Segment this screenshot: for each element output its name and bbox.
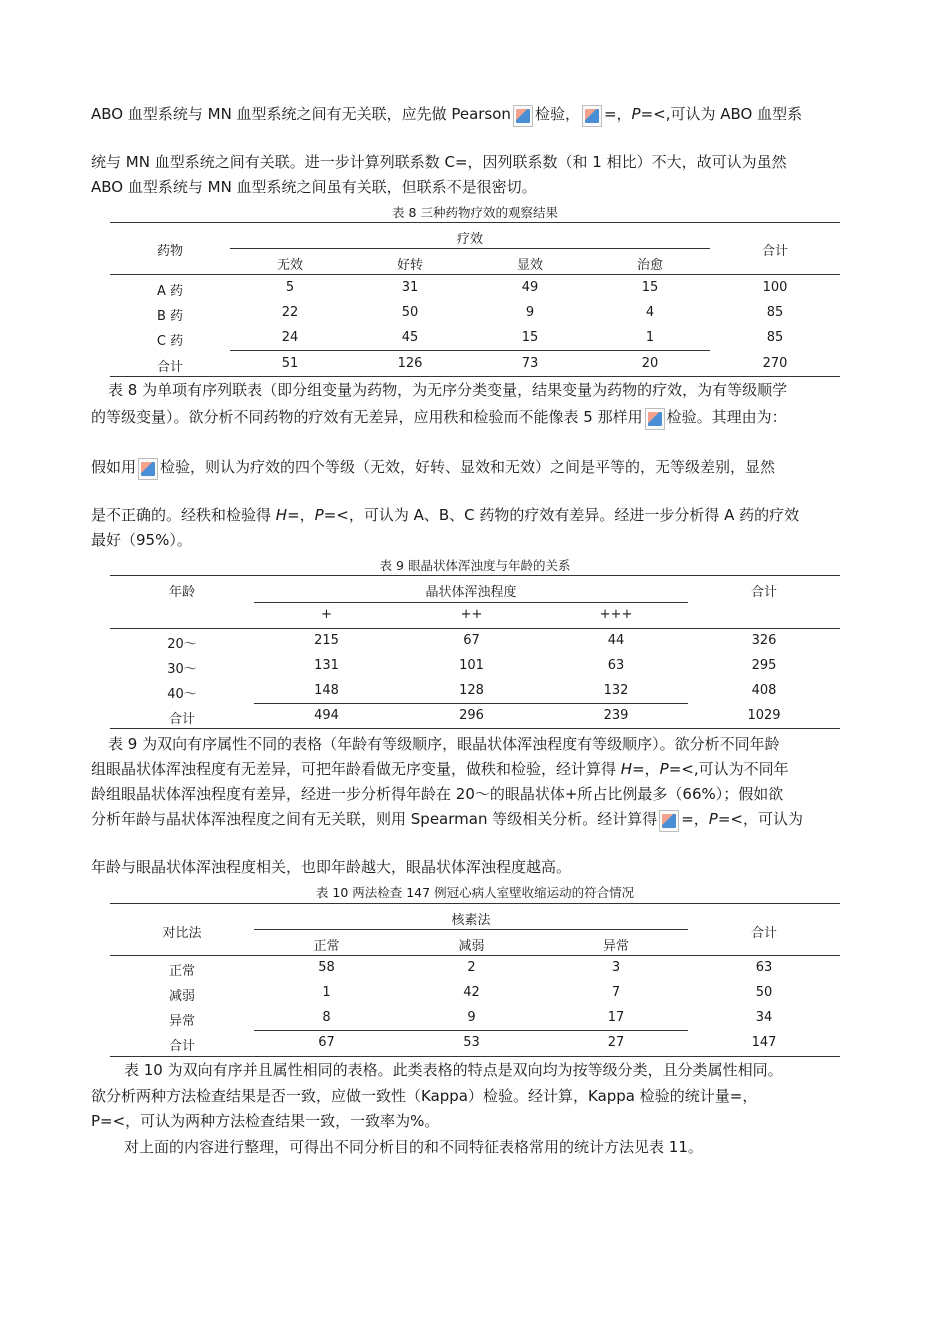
italic-symbol: P: [708, 810, 718, 828]
table-cell: 20: [641, 356, 659, 371]
row-total: 63: [755, 960, 773, 975]
table-cell: 31: [401, 280, 419, 295]
row-label: 减弱: [168, 989, 195, 1004]
table-cell: 1: [645, 330, 655, 345]
text-span: =，: [287, 506, 315, 524]
table-caption: 表 8 三种药物疗效的观察结果: [392, 205, 558, 220]
table-cell: 131: [314, 658, 339, 673]
row-label: B 药: [156, 309, 184, 324]
table-rule: [110, 274, 840, 275]
table-cell: 63: [607, 658, 625, 673]
table-cell: 5: [285, 280, 295, 295]
row-total: 50: [755, 985, 773, 1000]
table-cell: 15: [641, 280, 659, 295]
text-span: 假如用: [91, 458, 137, 476]
row-total: 34: [755, 1010, 773, 1025]
total-header: 合计: [750, 585, 777, 600]
row-label: 正常: [168, 964, 195, 979]
column-header: +: [321, 607, 332, 622]
row-label: 30～: [167, 662, 197, 677]
text-span: 分析年龄与晶状体浑浊程度之间有无关联，则用 Spearman 等级相关分析。经计算得: [91, 810, 658, 828]
paragraph-line: P=<，可认为两种方法检查结果一致，一致率为%。: [91, 1112, 440, 1130]
table-rule: [110, 955, 840, 956]
table-rule: [254, 602, 688, 603]
italic-symbol: H: [275, 506, 288, 524]
total-header: 合计: [750, 926, 777, 941]
text-span: 是不正确的。经秩和检验得: [91, 506, 276, 524]
paragraph-line: [91, 758, 881, 779]
table-cell: 67: [318, 1035, 335, 1050]
table-cell: 8: [322, 1010, 331, 1025]
row-total: 100: [762, 280, 788, 295]
paragraph-line: ABO 血型系统与 MN 血型系统之间虽有关联，但联系不是很密切。: [91, 178, 537, 196]
table-cell: 17: [607, 1010, 625, 1025]
column-header: 好转: [396, 258, 423, 273]
table-rule: [110, 222, 840, 223]
table-cell: 101: [459, 658, 484, 673]
table-9: [110, 575, 840, 730]
table-cell: 9: [467, 1010, 476, 1025]
italic-symbol: P: [314, 506, 324, 524]
group-header: 疗效: [456, 232, 483, 247]
paragraph-line: [91, 808, 881, 832]
text-span: =<,可认为不同年: [668, 760, 789, 778]
column-header: +++: [599, 607, 633, 622]
paragraph-line: [91, 504, 881, 525]
paragraph-line: [91, 406, 881, 430]
table-cell: 49: [521, 280, 539, 295]
row-total: 1029: [747, 708, 781, 723]
table-cell: 24: [281, 330, 299, 345]
table-cell: 239: [603, 708, 629, 723]
row-total: 270: [762, 356, 788, 371]
row-total: 408: [751, 683, 777, 698]
table-cell: 50: [401, 305, 419, 320]
row-total: 147: [751, 1035, 777, 1050]
table-10: [110, 903, 840, 1058]
row-total: 326: [751, 633, 777, 648]
italic-symbol: P: [659, 760, 669, 778]
paragraph-line: 龄组眼晶状体浑浊程度有差异，经进一步分析得年龄在 20～的眼晶状体+所占比例最多（66%）；假如欲: [91, 785, 784, 803]
row-label: 异常: [168, 1014, 195, 1029]
column-header: 显效: [516, 258, 543, 273]
table-cell: 148: [314, 683, 339, 698]
table-cell: 128: [459, 683, 484, 698]
table-cell: 215: [314, 633, 339, 648]
table-cell: 22: [281, 305, 299, 320]
row-total: 295: [751, 658, 777, 673]
paragraph-line: 欲分析两种方法检查结果是否一致，应做一致性（Kappa）检验。经计算，Kappa 检验的统计量=，: [91, 1087, 758, 1105]
italic-symbol: P: [631, 105, 641, 123]
text-span: 的等级变量）。欲分析不同药物的疗效有无差异，应用秩和检验而不能像表 5 那样用: [91, 408, 643, 426]
table-rule: [110, 903, 840, 904]
table-caption: 表 9 眼晶状体浑浊度与年龄的关系: [379, 558, 571, 573]
row-header: 对比法: [162, 926, 202, 941]
text-span: =，: [632, 760, 660, 778]
table-cell: 67: [463, 633, 480, 648]
text-span: =，: [681, 810, 709, 828]
text-span: =，: [603, 105, 632, 123]
formula-image-icon: [138, 458, 158, 480]
column-header: 正常: [313, 939, 340, 954]
row-label: A 药: [156, 284, 184, 299]
table-cell: 3: [611, 960, 621, 975]
formula-image-icon: [659, 810, 679, 832]
text-span: ABO 血型系统与 MN 血型系统之间有无关联，应先做 Pearson: [91, 105, 511, 123]
paragraph-line: 最好（95%）。: [91, 531, 192, 549]
paragraph-line: [91, 103, 881, 127]
table-cell: 51: [281, 356, 299, 371]
table-rule: [110, 728, 840, 729]
table-cell: 296: [459, 708, 484, 723]
paragraph-line: 表 8 为单项有序列联表（即分组变量为药物，为无序分类变量，结果变量为药物的疗效，为有等级顺学: [108, 381, 788, 399]
formula-image-icon: [645, 408, 665, 430]
table-cell: 15: [521, 330, 539, 345]
table-rule: [254, 929, 688, 930]
column-header: 治愈: [636, 258, 663, 273]
row-label: C 药: [156, 334, 184, 349]
table-rule: [230, 248, 710, 249]
table-cell: 73: [521, 356, 539, 371]
table-8: [110, 222, 840, 380]
table-cell: 58: [318, 960, 335, 975]
row-total: 85: [766, 305, 784, 320]
paragraph-line: 表 9 为双向有序属性不同的表格（年龄有等级顺序，眼晶状体浑浊程度有等级顺序）。欲分析不同年龄: [108, 735, 780, 753]
table-rule: [110, 1056, 840, 1057]
table-rule: [230, 350, 710, 351]
paragraph-line: 表 10 为双向有序并且属性相同的表格。此类表格的特点是双向均为按等级分类，且分类属性相同。: [124, 1061, 783, 1079]
text-span: 检验。其理由为：: [666, 408, 787, 426]
paragraph-line: 统与 MN 血型系统之间有关联。进一步计算列联系数 C=，因列联系数（和 1 相比）不大，故可认为虽然: [91, 153, 787, 171]
text-span: 检验，: [534, 105, 580, 123]
row-label: 合计: [168, 712, 195, 727]
table-cell: 27: [607, 1035, 625, 1050]
table-cell: 7: [611, 985, 621, 1000]
table-rule: [254, 1030, 688, 1031]
table-cell: 53: [463, 1035, 480, 1050]
table-cell: 126: [397, 356, 423, 371]
text-span: 检验，则认为疗效的四个等级（无效，好转、显效和无效）之间是平等的，无等级差别，显然: [160, 458, 776, 476]
row-label: 合计: [156, 360, 183, 375]
table-caption: 表 10 两法检查 147 例冠心病人室壁收缩运动的符合情况: [315, 885, 635, 900]
table-cell: 4: [645, 305, 655, 320]
table-cell: 42: [463, 985, 480, 1000]
row-label: 合计: [168, 1039, 195, 1054]
paragraph-line: [91, 456, 881, 480]
column-header: 减弱: [458, 939, 485, 954]
text-span: =<，可认为 A、B、C 药物的疗效有差异。经进一步分析得 A 药的疗效: [323, 506, 800, 524]
table-cell: 1: [322, 985, 331, 1000]
table-cell: 2: [467, 960, 476, 975]
group-header: 晶状体浑浊程度: [425, 585, 517, 600]
formula-image-icon: [582, 105, 602, 127]
row-header: 年龄: [168, 585, 195, 600]
table-rule: [110, 628, 840, 629]
group-header: 核素法: [451, 913, 491, 928]
column-header: ++: [460, 607, 483, 622]
table-cell: 44: [607, 633, 625, 648]
text-span: 组眼晶状体浑浊程度有无差异，可把年龄看做无序变量，做秩和检验，经计算得: [91, 760, 621, 778]
table-cell: 9: [525, 305, 535, 320]
row-total: 85: [766, 330, 784, 345]
total-header: 合计: [761, 244, 788, 259]
paragraph-line: 年龄与眼晶状体浑浊程度相关，也即年龄越大，眼晶状体浑浊程度越高。: [91, 858, 572, 876]
row-label: 20～: [167, 637, 197, 652]
paragraph-line: 对上面的内容进行整理，可得出不同分析目的和不同特征表格常用的统计方法见表 11。: [124, 1138, 703, 1156]
column-header: 无效: [276, 258, 303, 273]
table-cell: 132: [603, 683, 629, 698]
formula-image-icon: [513, 105, 533, 127]
column-header: 异常: [602, 939, 629, 954]
table-rule: [110, 575, 840, 576]
text-span: =<，可认为: [717, 810, 803, 828]
row-header: 药物: [156, 244, 183, 259]
row-label: 40～: [167, 687, 197, 702]
text-span: =<,可认为 ABO 血型系: [640, 105, 803, 123]
table-rule: [254, 703, 688, 704]
table-cell: 45: [401, 330, 419, 345]
italic-symbol: H: [620, 760, 633, 778]
table-cell: 494: [314, 708, 339, 723]
table-rule: [110, 376, 840, 377]
